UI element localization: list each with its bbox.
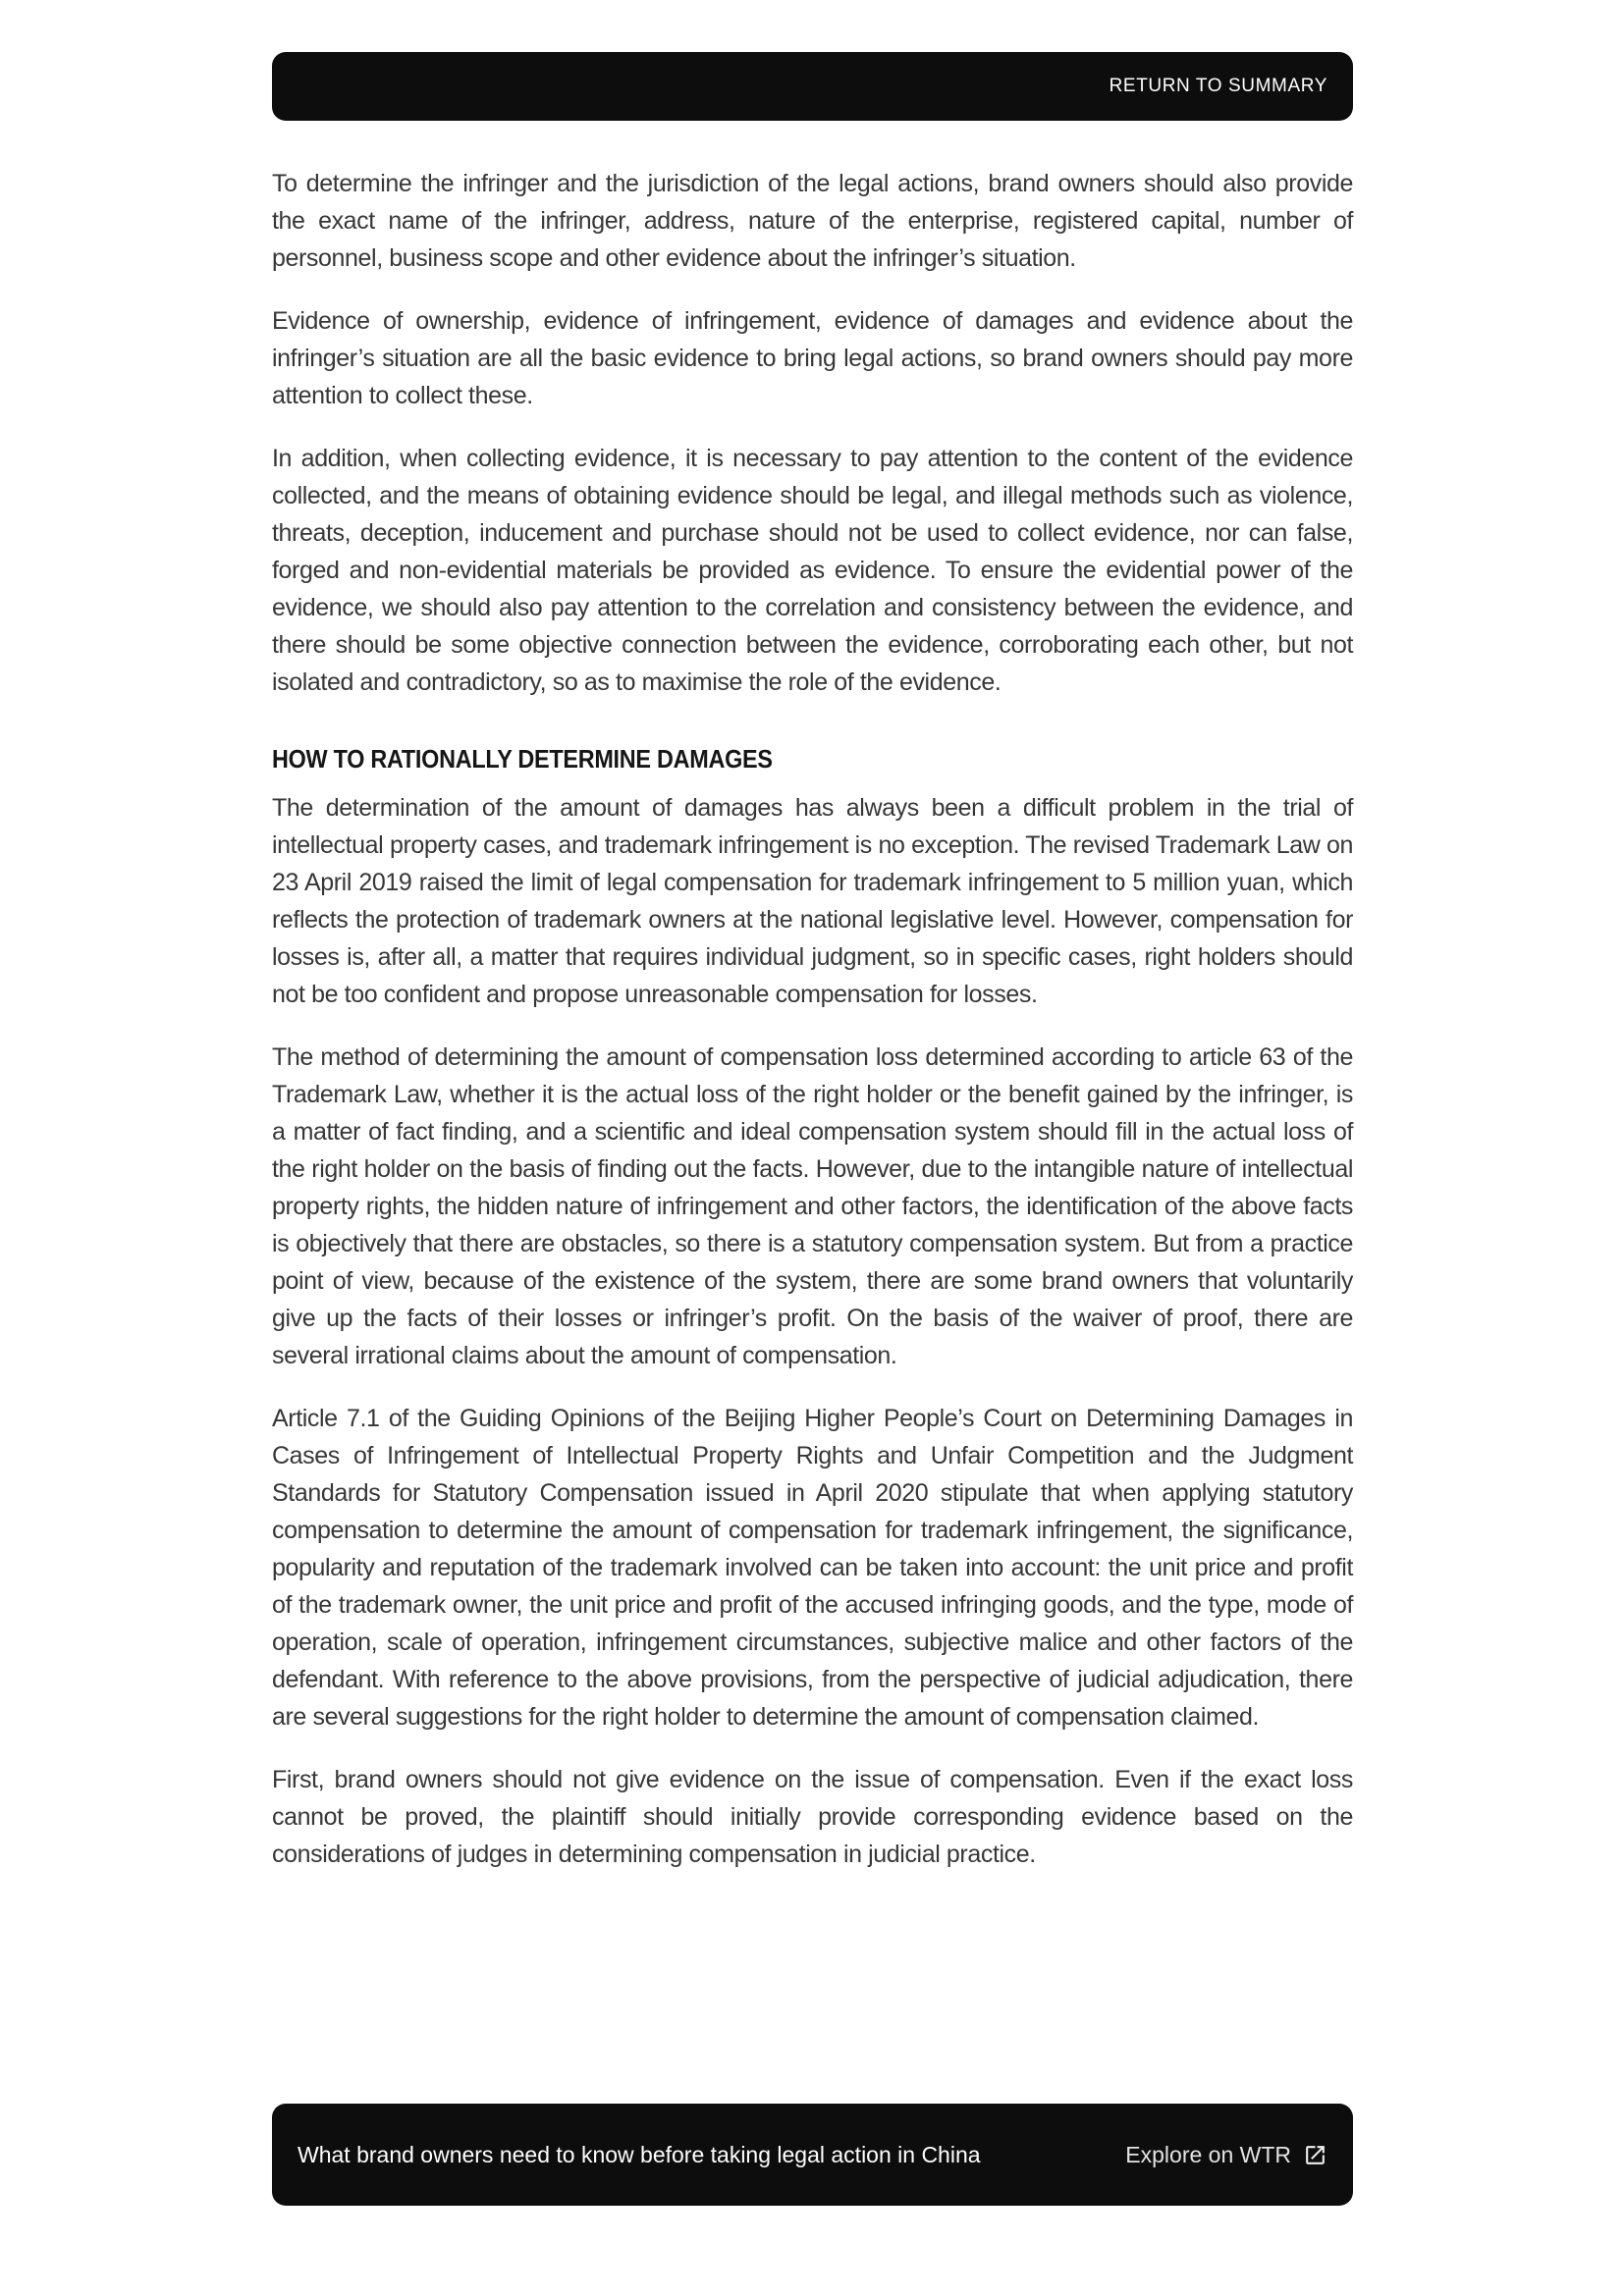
paragraph: To determine the infringer and the jurisdiction of the legal actions, brand owners should also provide the exact name of the infringer, address, nature of the enterprise, registered capital, number of personnel, business scope and other evidence about the infringer’s situation. (272, 170, 1353, 272)
return-to-summary-button[interactable] (272, 52, 1353, 121)
external-link-icon (1303, 2143, 1327, 2167)
article-body (272, 165, 1353, 1898)
paragraph: Article 7.1 of the Guiding Opinions of the Beijing Higher People’s Court on Determining Damages in Cases of Infringement of Intellectual Property Rights and Unfair Competition and the Judgment Standards for Statutory Compensation issued in April 2020 stipulate that when applying statutory compensation to determine the amount of compensation for trademark infringement, the significance, popularity and reputation of the trademark involved can be taken into account: the unit price and profit of the trademark owner, the unit price and profit of the accused infringing goods, and the type, mode of operation, scale of operation, infringement circumstances, subjective malice and other factors of the defendant. With reference to the above provisions, from the perspective of judicial adjudication, there are several suggestions for the right holder to determine the amount of compensation claimed. (272, 1405, 1353, 1731)
explore-on-wtr-link[interactable] (1125, 2142, 1327, 2168)
section-heading: HOW TO RATIONALLY DETERMINE DAMAGES (272, 744, 773, 774)
paragraph: Evidence of ownership, evidence of infringement, evidence of damages and evidence about the infringer’s situation are all the basic evidence to bring legal actions, so brand owners should pay more attention to collect these. (272, 307, 1353, 409)
footer-bar (272, 2104, 1353, 2206)
article-title: What brand owners need to know before taking legal action in China (298, 2141, 981, 2167)
paragraph: In addition, when collecting evidence, it is necessary to pay attention to the content of the evidence collected, and the means of obtaining evidence should be legal, and illegal methods such as violence, threats, deception, inducement and purchase should not be used to collect evidence, nor can false, forged and non-evidential materials be provided as evidence. To ensure the evidential power of the evidence, we should also pay attention to the correlation and consistency between the evidence, and there should be some objective connection between the evidence, corroborating each other, but not isolated and contradictory, so as to maximise the role of the evidence. (272, 445, 1353, 696)
paragraph: The determination of the amount of damages has always been a difficult problem in the trial of intellectual property cases, and trademark infringement is no exception. The revised Trademark Law on 23 April 2019 raised the limit of legal compensation for trademark infringement to 5 million yuan, which reflects the protection of trademark owners at the national legislative level. However, compensation for losses is, after all, a matter that requires individual judgment, so in specific cases, right holders should not be too confident and propose unreasonable compensation for losses. (272, 794, 1353, 1008)
paragraph: First, brand owners should not give evidence on the issue of compensation. Even if the exact loss cannot be proved, the plaintiff should initially provide corresponding evidence based on the considerations of judges in determining compensation in judicial practice. (272, 1766, 1353, 1868)
paragraph: The method of determining the amount of compensation loss determined according to article 63 of the Trademark Law, whether it is the actual loss of the right holder or the benefit gained by the infringer, is a matter of fact finding, and a scientific and ideal compensation system should fill in the actual loss of the right holder on the basis of finding out the facts. However, due to the intangible nature of intellectual property rights, the hidden nature of infringement and other factors, the identification of the above facts is objectively that there are obstacles, so there is a statutory compensation system. But from a practice point of view, because of the existence of the system, there are some brand owners that voluntarily give up the facts of their losses or infringer’s profit. On the basis of the waiver of proof, there are several irrational claims about the amount of compensation. (272, 1043, 1353, 1369)
explore-on-wtr-label: Explore on WTR (1125, 2141, 1291, 2167)
return-to-summary-label: RETURN TO SUMMARY (1109, 76, 1327, 96)
